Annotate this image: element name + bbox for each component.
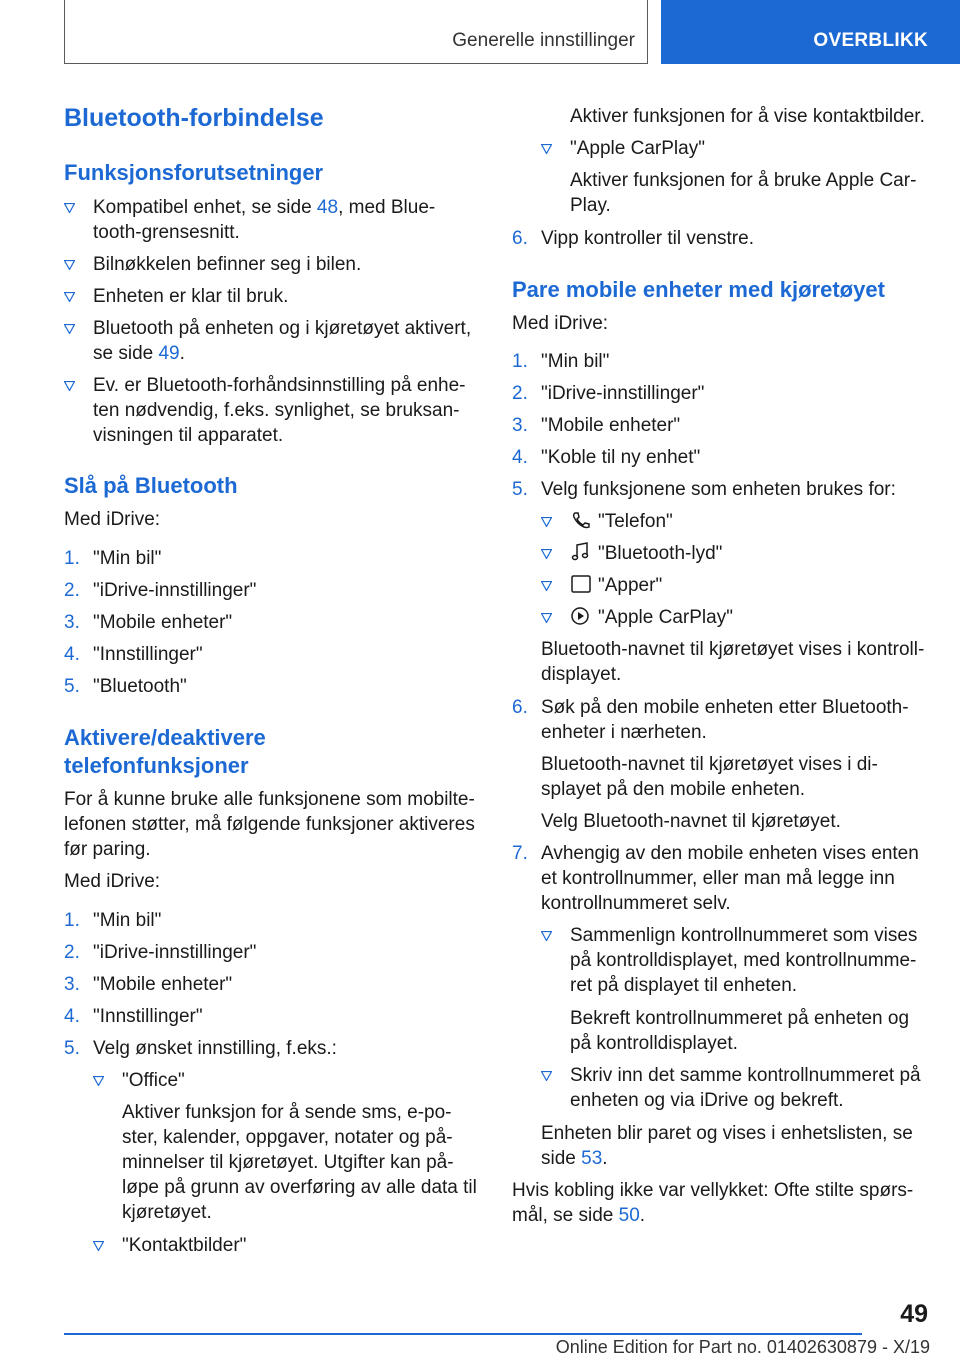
step-number: 3. xyxy=(512,415,528,436)
bullet-triangle-icon xyxy=(93,1076,104,1086)
failure-paragraph xyxy=(512,1203,645,1228)
option-description: på kontrolldisplayet. xyxy=(570,1033,738,1054)
step-paragraph xyxy=(541,1146,608,1171)
prereq-text: Bilnøkkelen befinner seg i bilen. xyxy=(93,254,362,275)
option-label: "Office" xyxy=(122,1070,185,1091)
step-number: 5. xyxy=(64,676,80,697)
page-link-49[interactable]: 49 xyxy=(158,343,180,364)
header-overview-tab[interactable] xyxy=(661,0,960,64)
phone-functions-paragraph: lefonen støtter, må følgende funksjoner aktiveres xyxy=(64,814,475,835)
header-overview-tab-label: OVERBLIKK xyxy=(813,30,928,51)
step-text: "Min bil" xyxy=(541,351,610,372)
pair-heading: Pare mobile enheter med kjøretøyet xyxy=(512,277,885,302)
paragraph-text: . xyxy=(602,1148,608,1169)
step-number: 4. xyxy=(64,1006,80,1027)
failure-paragraph: Hvis kobling ikke var vellykket: Ofte stilte spørs- xyxy=(512,1180,914,1201)
bullet-triangle-icon xyxy=(64,381,75,391)
step-paragraph: splayet på den mobile enheten. xyxy=(541,779,806,800)
prereq-text: se side xyxy=(93,343,159,364)
prereq-text: visningen til apparatet. xyxy=(93,425,284,446)
option-description: ster, kalender, oppgaver, notater og på- xyxy=(122,1127,453,1148)
option-description: Play. xyxy=(570,195,611,216)
carplay-play-icon xyxy=(570,606,592,626)
option-text: på kontrolldisplayet, med kontrollnumme- xyxy=(570,950,917,971)
bullet-triangle-icon xyxy=(541,144,552,154)
bullet-triangle-icon xyxy=(64,260,75,270)
step-text: Avhengig av den mobile enheten vises enten xyxy=(541,843,919,864)
bluetooth-on-heading: Slå på Bluetooth xyxy=(64,473,238,498)
prereq-text: . xyxy=(179,343,185,364)
step-text: "Mobile enheter" xyxy=(541,415,681,436)
page-link-53[interactable]: 53 xyxy=(581,1148,603,1169)
bullet-triangle-icon xyxy=(541,581,552,591)
bullet-triangle-icon xyxy=(541,931,552,941)
header-section-title: Generelle innstillinger xyxy=(452,30,635,51)
page-link-48[interactable]: 48 xyxy=(316,197,339,218)
apps-square-icon xyxy=(570,574,592,594)
prereq-text: Enheten er klar til bruk. xyxy=(93,286,289,307)
option-description: Aktiver funksjon for å sende sms, e-po- xyxy=(122,1102,452,1123)
bullet-triangle-icon xyxy=(64,324,75,334)
prereq-text: tooth-grensesnitt. xyxy=(93,222,240,243)
step-text: "Innstillinger" xyxy=(93,644,203,665)
phone-functions-heading-line-2: telefonfunksjoner xyxy=(64,753,249,778)
step-text: enheter i nærheten. xyxy=(541,722,707,743)
step-text: "Min bil" xyxy=(93,548,162,569)
option-description: Bekreft kontrollnummeret på enheten og xyxy=(570,1008,910,1029)
use-option-label: "Apper" xyxy=(598,575,663,596)
step-text: Søk på den mobile enheten etter Bluetooth- xyxy=(541,697,909,718)
step-number: 1. xyxy=(64,548,80,569)
step-number: 7. xyxy=(512,843,528,864)
bullet-triangle-icon xyxy=(93,1241,104,1251)
step-text: "iDrive-innstillinger" xyxy=(93,580,257,601)
prereq-text: Bluetooth på enheten og i kjøretøyet aktivert, xyxy=(93,318,472,339)
step-text: "Bluetooth" xyxy=(93,676,187,697)
paragraph-text: side xyxy=(541,1148,582,1169)
bluetooth-on-intro: Med iDrive: xyxy=(64,509,161,530)
step-number: 3. xyxy=(64,974,80,995)
paragraph-text: . xyxy=(639,1205,646,1226)
step-number: 1. xyxy=(64,910,80,931)
step-number: 2. xyxy=(64,942,80,963)
step-paragraph: Velg Bluetooth-navnet til kjøretøyet. xyxy=(541,811,841,832)
bullet-triangle-icon xyxy=(541,517,552,527)
step-text: kontrollnummeret selv. xyxy=(541,893,731,914)
prereq-text: Ev. er Bluetooth-forhåndsinnstilling på enhe- xyxy=(93,375,466,396)
phone-functions-heading-line-1: Aktivere/deaktivere xyxy=(64,725,266,750)
bullet-triangle-icon xyxy=(541,613,552,623)
option-text: enheten og via iDrive og bekreft. xyxy=(570,1090,844,1111)
bullet-triangle-icon xyxy=(64,292,75,302)
step-text: "Koble til ny enhet" xyxy=(541,447,701,468)
step-number: 5. xyxy=(512,479,528,500)
step-number: 6. xyxy=(512,228,528,249)
option-text: Skriv inn det samme kontrollnummeret på xyxy=(570,1065,921,1086)
bullet-triangle-icon xyxy=(64,203,75,213)
step-number: 1. xyxy=(512,351,528,372)
step-paragraph: Bluetooth-navnet til kjøretøyet vises i kontroll- xyxy=(541,639,925,660)
step-text: Vipp kontroller til venstre. xyxy=(541,228,754,249)
step-paragraph: displayet. xyxy=(541,664,622,685)
step-number: 3. xyxy=(64,612,80,633)
use-option-label: "Apple CarPlay" xyxy=(598,607,733,628)
prereq-text: Kompatibel enhet, se side xyxy=(93,197,317,218)
step-number: 6. xyxy=(512,697,528,718)
section-title: Bluetooth-forbindelse xyxy=(64,104,324,132)
step-text: "Min bil" xyxy=(93,910,162,931)
page-number: 49 xyxy=(900,1300,928,1328)
prereq-text: , med Blue- xyxy=(338,197,436,218)
option-text: ret på displayet til enheten. xyxy=(570,975,798,996)
option-description: Aktiver funksjonen for å vise kontaktbilder. xyxy=(570,106,925,127)
step-text: Velg ønsket innstilling, f.eks.: xyxy=(93,1038,337,1059)
step-number: 2. xyxy=(512,383,528,404)
step-number: 5. xyxy=(64,1038,80,1059)
option-label: "Apple CarPlay" xyxy=(570,138,705,159)
option-description: løpe på grunn av overføring av alle data til xyxy=(122,1177,477,1198)
pair-intro: Med iDrive: xyxy=(512,313,609,334)
step-text: "Mobile enheter" xyxy=(93,974,233,995)
bullet-triangle-icon xyxy=(541,1071,552,1081)
step-number: 4. xyxy=(512,447,528,468)
step-text: Velg funksjonene som enheten brukes for: xyxy=(541,479,896,500)
phone-icon xyxy=(570,510,592,530)
use-option-label: "Telefon" xyxy=(598,511,673,532)
footer-edition: Online Edition for Part no. 01402630879 - X/19 xyxy=(555,1337,930,1357)
page-link-50[interactable]: 50 xyxy=(618,1205,640,1226)
phone-functions-paragraph: før paring. xyxy=(64,839,151,860)
step-paragraph: Enheten blir paret og vises i enhetslisten, se xyxy=(541,1123,913,1144)
prereq-text: ten nødvendig, f.eks. synlighet, se bruksan- xyxy=(93,400,460,421)
footer-divider xyxy=(64,1333,862,1335)
header-section-box xyxy=(64,0,648,64)
step-text: "iDrive-innstillinger" xyxy=(541,383,705,404)
step-number: 2. xyxy=(64,580,80,601)
option-description: minnelser til kjøretøyet. Utgifter kan på- xyxy=(122,1152,454,1173)
prereq-heading: Funksjonsforutsetninger xyxy=(64,160,324,185)
phone-functions-intro: Med iDrive: xyxy=(64,871,161,892)
option-label: "Kontaktbilder" xyxy=(122,1235,247,1256)
step-text: "iDrive-innstillinger" xyxy=(93,942,257,963)
phone-functions-paragraph: For å kunne bruke alle funksjonene som mobilte- xyxy=(64,789,475,810)
use-option-label: "Bluetooth-lyd" xyxy=(598,543,723,564)
step-number: 4. xyxy=(64,644,80,665)
option-description: Aktiver funksjonen for å bruke Apple Car- xyxy=(570,170,917,191)
paragraph-text: mål, se side xyxy=(512,1205,619,1226)
step-paragraph: Bluetooth-navnet til kjøretøyet vises i di- xyxy=(541,754,878,775)
music-note-icon xyxy=(570,542,592,562)
step-text: "Innstillinger" xyxy=(93,1006,203,1027)
step-text: et kontrollnummer, eller man må legge inn xyxy=(541,868,895,889)
option-text: Sammenlign kontrollnummeret som vises xyxy=(570,925,918,946)
bullet-triangle-icon xyxy=(541,549,552,559)
step-text: "Mobile enheter" xyxy=(93,612,233,633)
option-description: kjøretøyet. xyxy=(122,1202,212,1223)
